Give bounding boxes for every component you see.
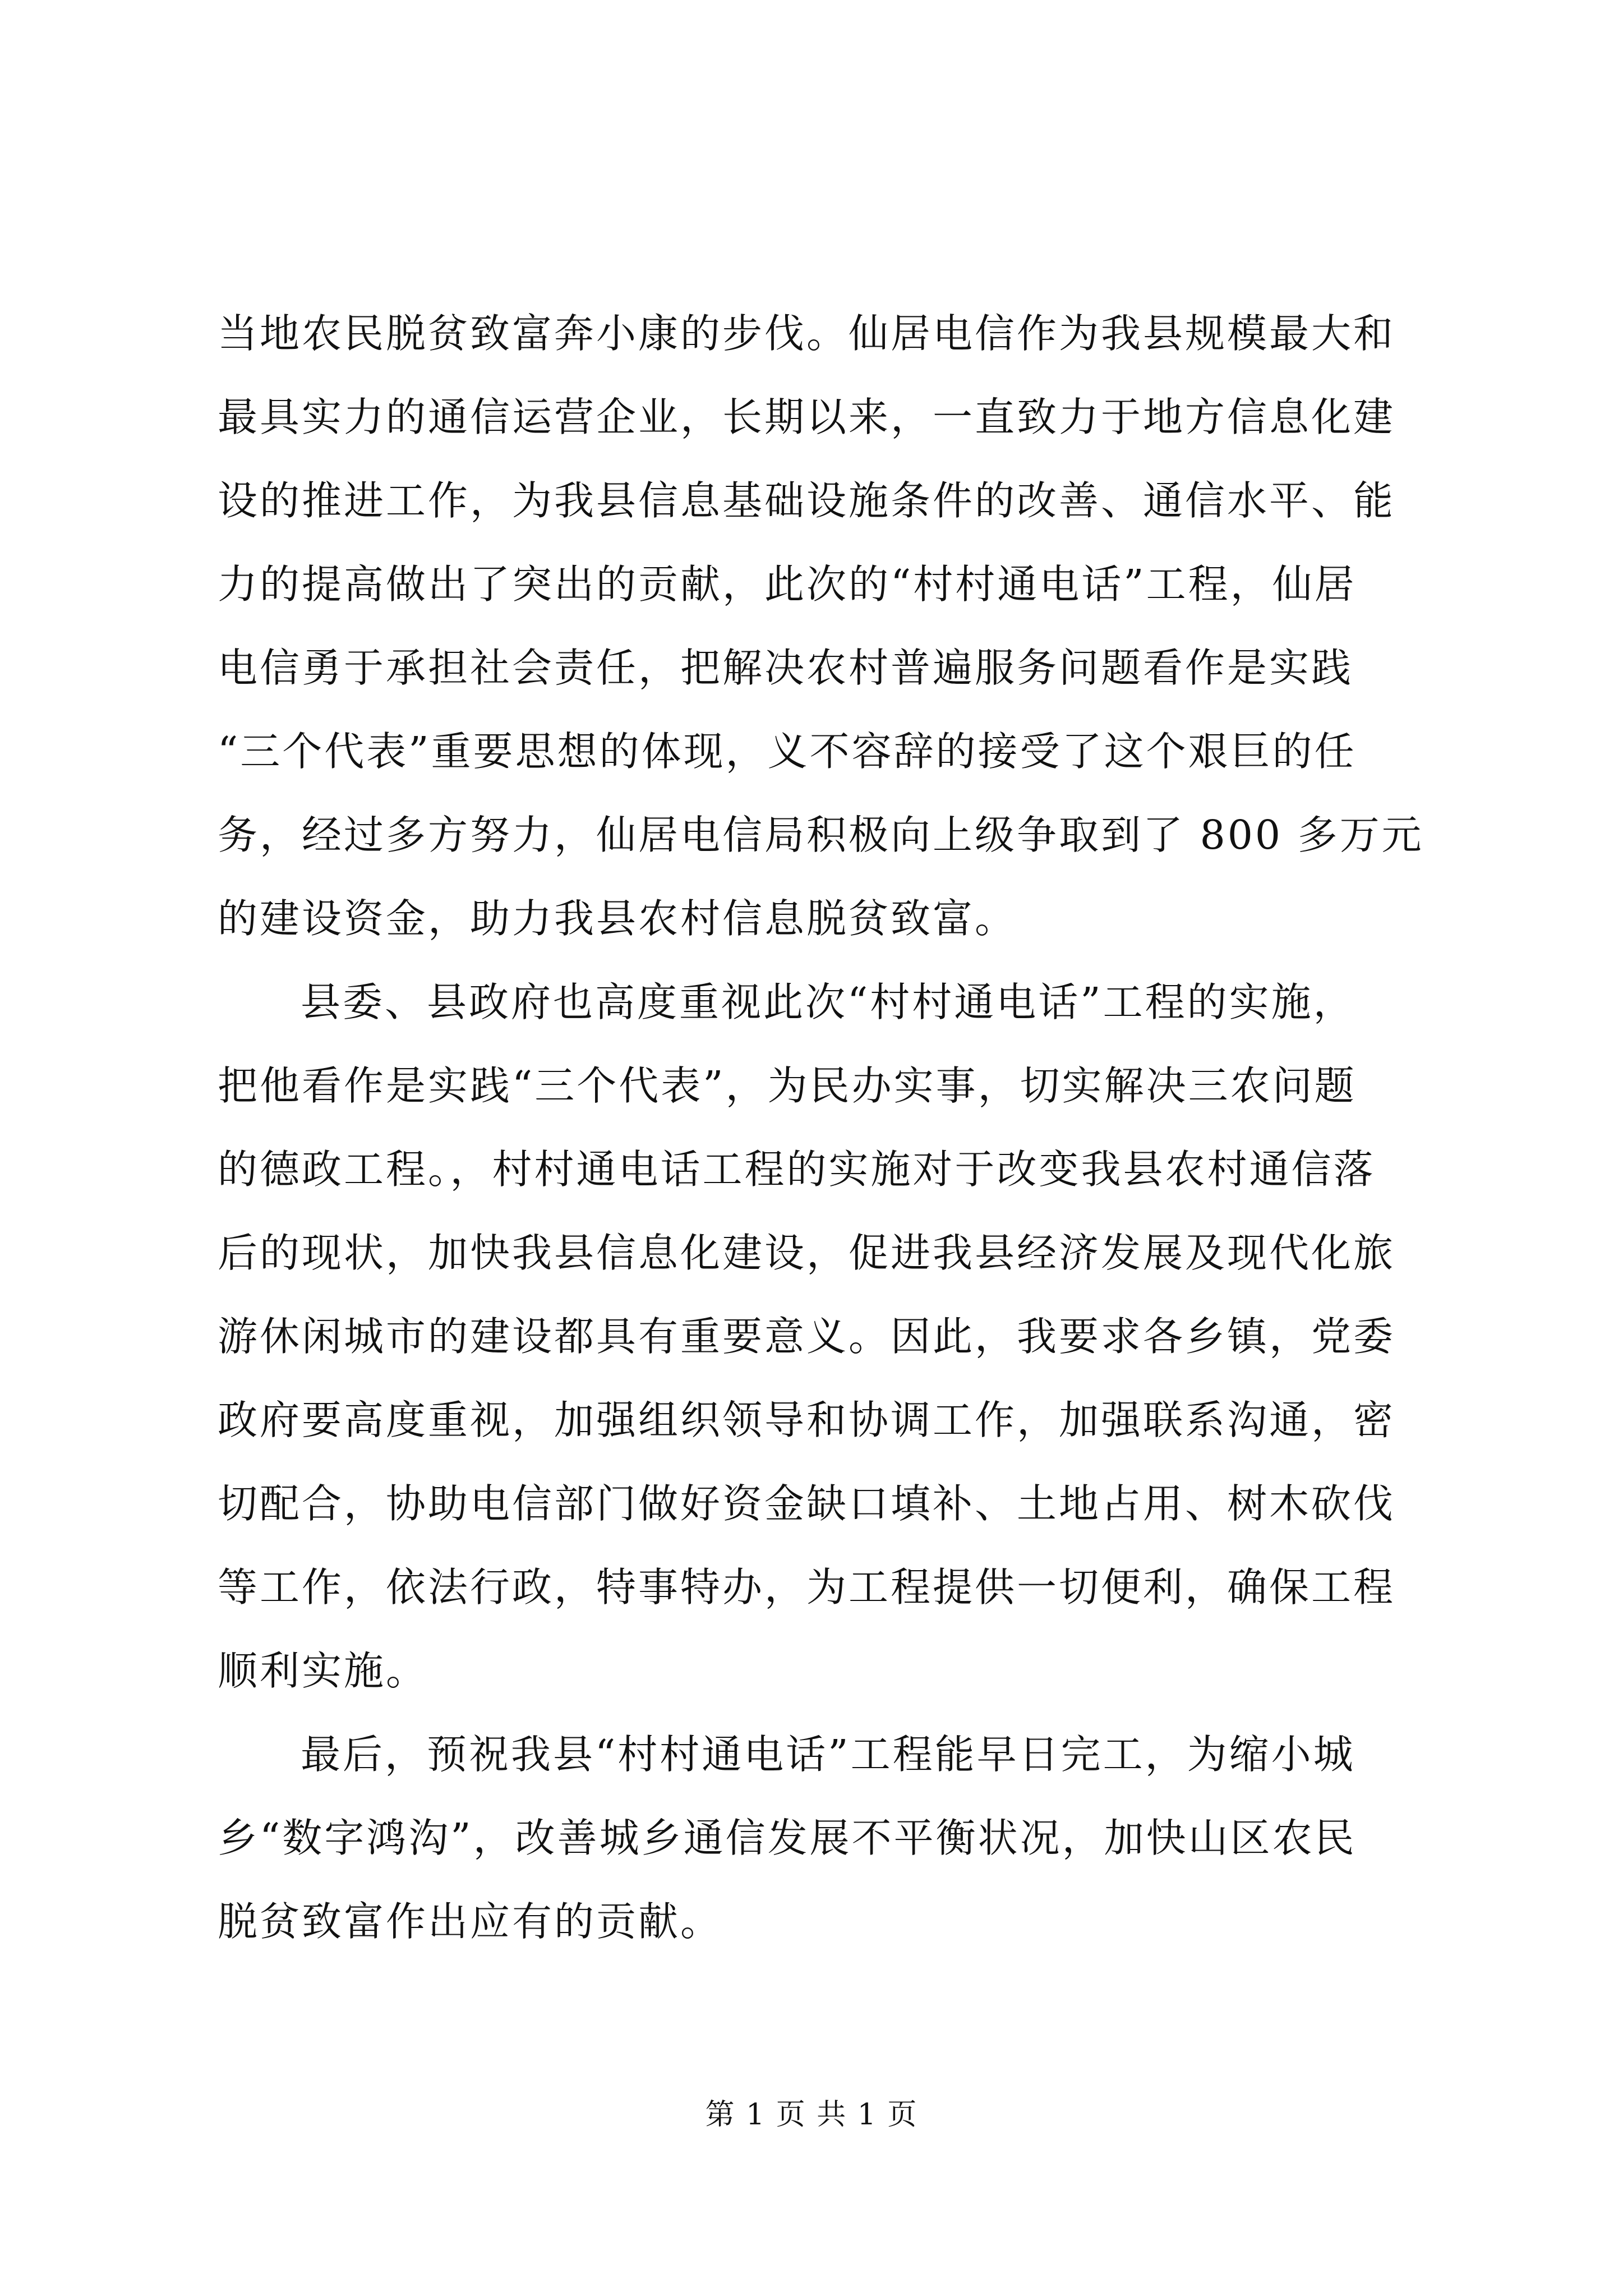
- paragraph-1-line-6: “三个代表”重要思想的体现，义不容辞的接受了这个艰巨的任: [218, 728, 1357, 775]
- paragraph-2-line-3: 的德政工程。，村村通电话工程的实施对于改变我县农村通信落: [218, 1146, 1376, 1193]
- paragraph-3-line-1: 最后，预祝我县“村村通电话”工程能早日完工，为缩小城: [301, 1731, 1355, 1778]
- paragraph-1-line-1: 当地农民脱贫致富奔小康的步伐。仙居电信作为我县规模最大和: [218, 310, 1396, 357]
- paragraph-1-line-2: 最具实力的通信运营企业，长期以来，一直致力于地方信息化建: [218, 394, 1396, 440]
- paragraph-1-line-7: 务，经过多方努力，仙居电信局积极向上级争取到了 800 多万元: [218, 812, 1424, 858]
- paragraph-1-line-3: 设的推进工作，为我县信息基础设施条件的改善、通信水平、能: [218, 477, 1396, 524]
- paragraph-3-line-2: 乡“数字鸿沟”，改善城乡通信发展不平衡状况，加快山区农民: [218, 1815, 1357, 1861]
- paragraph-2-line-6: 政府要高度重视，加强组织领导和协调工作，加强联系沟通，密: [218, 1397, 1396, 1443]
- paragraph-2-line-7: 切配合，协助电信部门做好资金缺口填补、土地占用、树木砍伐: [218, 1480, 1396, 1527]
- paragraph-2-line-8: 等工作，依法行政，特事特办，为工程提供一切便利，确保工程: [218, 1564, 1396, 1611]
- paragraph-1-line-8: 的建设资金，助力我县农村信息脱贫致富。: [218, 895, 1017, 942]
- paragraph-2-line-2: 把他看作是实践“三个代表”，为民办实事，切实解决三农问题: [218, 1062, 1357, 1109]
- paragraph-2-line-9: 顺利实施。: [218, 1648, 428, 1694]
- paragraph-2-line-5: 游休闲城市的建设都具有重要意义。因此，我要求各乡镇，党委: [218, 1313, 1396, 1360]
- paragraph-3-line-3: 脱贫致富作出应有的贡献。: [218, 1898, 723, 1945]
- body-text: [218, 292, 1424, 1963]
- page-number-footer: 第 1 页 共 1 页: [705, 2098, 918, 2132]
- paragraph-1-line-4: 力的提高做出了突出的贡献，此次的“村村通电话”工程，仙居: [218, 561, 1357, 608]
- paragraph-2-line-1: 县委、县政府也高度重视此次“村村通电话”工程的实施，: [301, 979, 1355, 1025]
- paragraph-1-line-5: 电信勇于承担社会责任，把解决农村普遍服务问题看作是实践: [218, 645, 1354, 691]
- paragraph-2-line-4: 后的现状，加快我县信息化建设，促进我县经济发展及现代化旅: [218, 1230, 1396, 1276]
